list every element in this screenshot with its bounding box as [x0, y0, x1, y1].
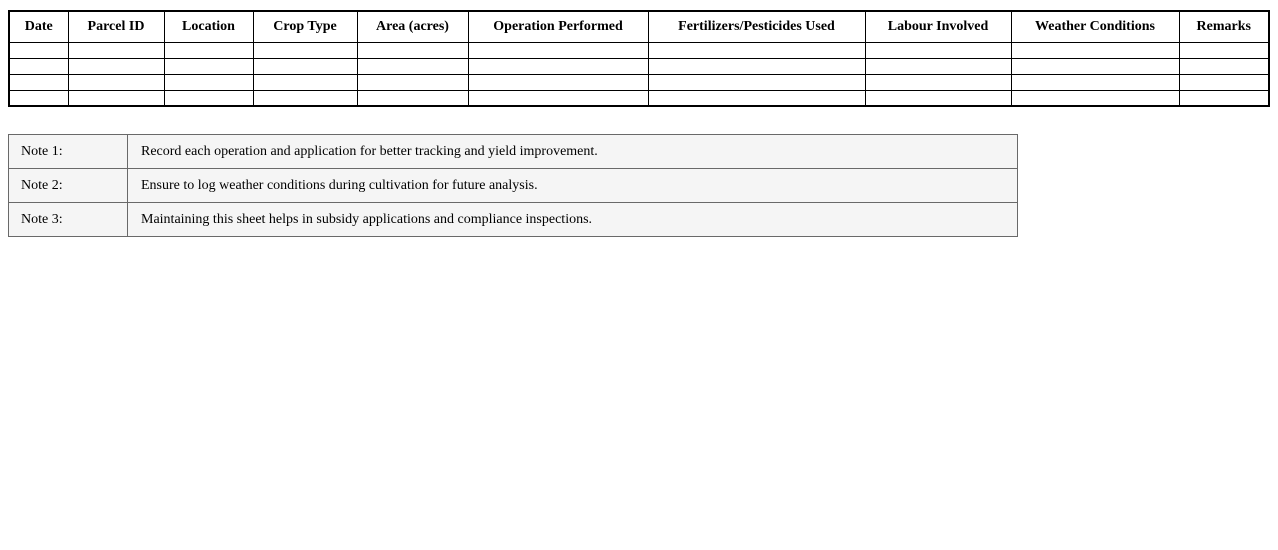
record-cell-remarks[interactable] [1179, 90, 1269, 106]
record-row [9, 42, 1269, 58]
record-cell-parcel-id[interactable] [68, 58, 164, 74]
record-cell-area-acres[interactable] [357, 58, 468, 74]
record-cell-labour-involved[interactable] [865, 42, 1011, 58]
record-cell-date[interactable] [9, 58, 68, 74]
record-cell-fertilizers-pesticides[interactable] [648, 74, 865, 90]
note-1-text: Record each operation and application for better tracking and yield improvement. [128, 135, 1018, 169]
record-row [9, 74, 1269, 90]
record-cell-parcel-id[interactable] [68, 74, 164, 90]
note-row [9, 169, 1018, 203]
record-cell-crop-type[interactable] [253, 90, 357, 106]
record-cell-fertilizers-pesticides[interactable] [648, 58, 865, 74]
record-cell-crop-type[interactable] [253, 42, 357, 58]
column-header-date: Date [9, 11, 68, 42]
farm-record-sheet [0, 0, 1278, 237]
column-header-fertilizers-pesticides: Fertilizers/Pesticides Used [648, 11, 865, 42]
column-header-area-acres: Area (acres) [357, 11, 468, 42]
records-header-row [9, 11, 1269, 42]
column-header-weather-conditions: Weather Conditions [1011, 11, 1179, 42]
record-cell-location[interactable] [164, 90, 253, 106]
record-cell-parcel-id[interactable] [68, 90, 164, 106]
column-header-location: Location [164, 11, 253, 42]
record-cell-weather-conditions[interactable] [1011, 42, 1179, 58]
record-row [9, 58, 1269, 74]
record-cell-labour-involved[interactable] [865, 90, 1011, 106]
record-cell-operation-performed[interactable] [468, 90, 648, 106]
record-cell-weather-conditions[interactable] [1011, 58, 1179, 74]
note-3-label: Note 3: [9, 203, 128, 237]
note-1-label: Note 1: [9, 135, 128, 169]
record-row [9, 90, 1269, 106]
column-header-parcel-id: Parcel ID [68, 11, 164, 42]
record-cell-area-acres[interactable] [357, 42, 468, 58]
farm-records-table [8, 10, 1270, 107]
notes-table [8, 134, 1018, 237]
record-cell-labour-involved[interactable] [865, 74, 1011, 90]
record-cell-crop-type[interactable] [253, 74, 357, 90]
record-cell-location[interactable] [164, 74, 253, 90]
record-cell-crop-type[interactable] [253, 58, 357, 74]
record-cell-date[interactable] [9, 74, 68, 90]
column-header-operation-performed: Operation Performed [468, 11, 648, 42]
record-cell-location[interactable] [164, 58, 253, 74]
record-cell-area-acres[interactable] [357, 90, 468, 106]
record-cell-operation-performed[interactable] [468, 58, 648, 74]
record-cell-remarks[interactable] [1179, 74, 1269, 90]
column-header-labour-involved: Labour Involved [865, 11, 1011, 42]
record-cell-date[interactable] [9, 90, 68, 106]
column-header-remarks: Remarks [1179, 11, 1269, 42]
note-row [9, 203, 1018, 237]
record-cell-location[interactable] [164, 42, 253, 58]
note-2-label: Note 2: [9, 169, 128, 203]
note-3-text: Maintaining this sheet helps in subsidy applications and compliance inspections. [128, 203, 1018, 237]
record-cell-parcel-id[interactable] [68, 42, 164, 58]
record-cell-area-acres[interactable] [357, 74, 468, 90]
record-cell-fertilizers-pesticides[interactable] [648, 42, 865, 58]
note-2-text: Ensure to log weather conditions during cultivation for future analysis. [128, 169, 1018, 203]
column-header-crop-type: Crop Type [253, 11, 357, 42]
record-cell-remarks[interactable] [1179, 42, 1269, 58]
record-cell-remarks[interactable] [1179, 58, 1269, 74]
record-cell-labour-involved[interactable] [865, 58, 1011, 74]
record-cell-operation-performed[interactable] [468, 42, 648, 58]
record-cell-weather-conditions[interactable] [1011, 74, 1179, 90]
note-row [9, 135, 1018, 169]
record-cell-date[interactable] [9, 42, 68, 58]
record-cell-fertilizers-pesticides[interactable] [648, 90, 865, 106]
record-cell-weather-conditions[interactable] [1011, 90, 1179, 106]
record-cell-operation-performed[interactable] [468, 74, 648, 90]
